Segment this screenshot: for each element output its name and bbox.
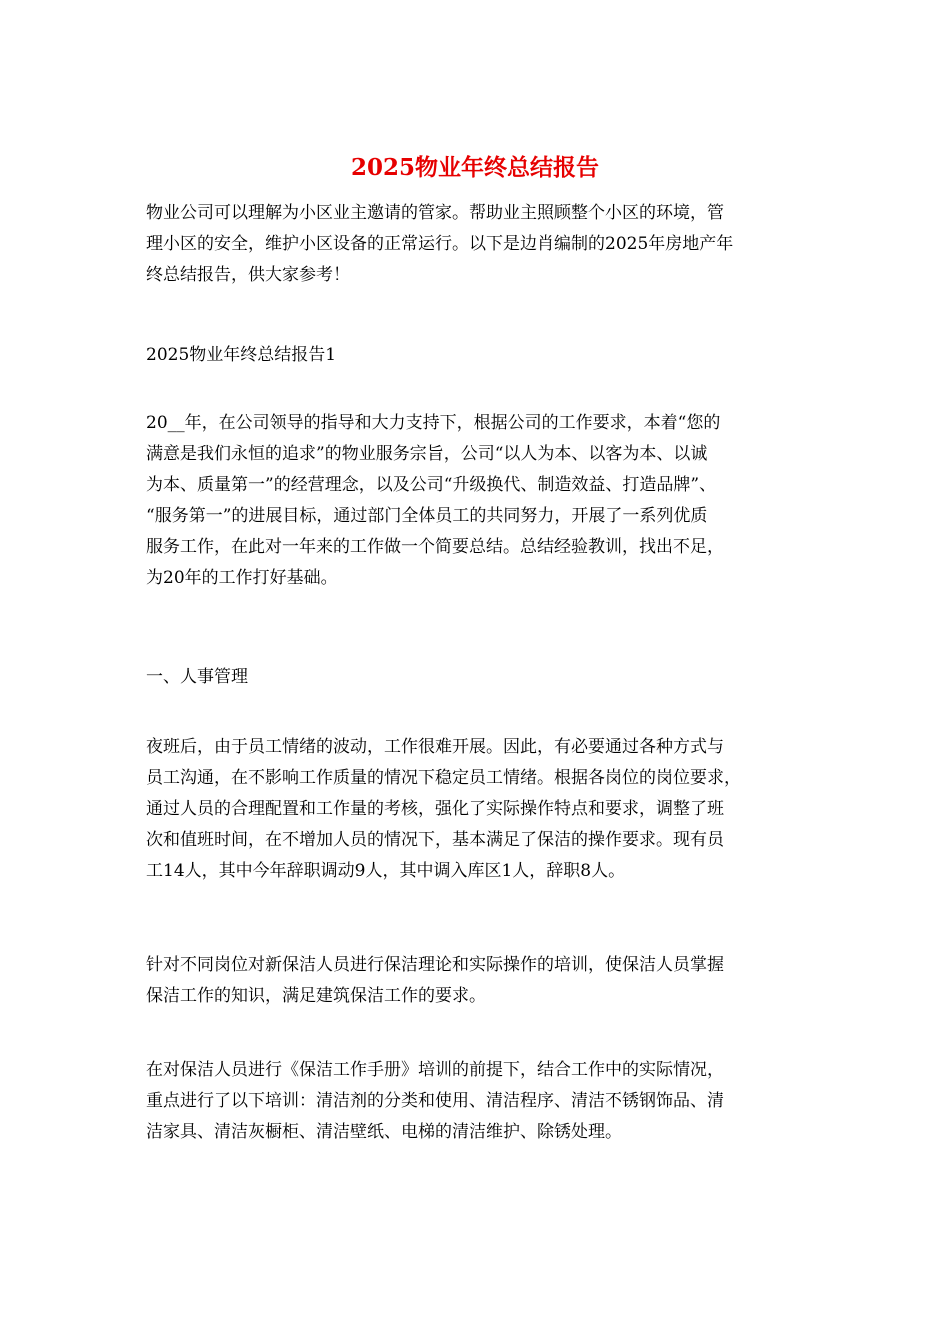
paragraph-line: 理小区的安全，维护小区设备的正常运行。以下是边肖编制的2025年房地产年 bbox=[146, 234, 734, 254]
paragraph-line: 次和值班时间，在不增加人员的情况下，基本满足了保洁的操作要求。现有员 bbox=[146, 830, 724, 850]
paragraph-line: 物业公司可以理解为小区业主邀请的管家。帮助业主照顾整个小区的环境，管 bbox=[146, 203, 724, 223]
paragraph-line: 服务工作，在此对一年来的工作做一个简要总结。总结经验教训，找出不足， bbox=[146, 537, 724, 557]
paragraph-line: 保洁工作的知识，满足建筑保洁工作的要求。 bbox=[146, 986, 486, 1006]
intro-paragraph bbox=[146, 198, 806, 291]
paragraph-line: 针对不同岗位对新保洁人员进行保洁理论和实际操作的培训，使保洁人员掌握 bbox=[146, 955, 724, 975]
paragraph-line: 终总结报告，供大家参考！ bbox=[146, 265, 350, 285]
paragraph-line: 满意是我们永恒的追求”的物业服务宗旨，公司“以人为本、以客为本、以诚 bbox=[146, 444, 708, 464]
manual-paragraph bbox=[146, 1055, 806, 1148]
paragraph-line: 夜班后，由于员工情绪的波动，工作很难开展。因此，有必要通过各种方式与 bbox=[146, 737, 724, 757]
paragraph-line: “服务第一”的进展目标，通过部门全体员工的共同努力，开展了一系列优质 bbox=[146, 506, 708, 526]
paragraph-line: 洁家具、清洁灰橱柜、清洁壁纸、电梯的清洁维护、除锈处理。 bbox=[146, 1122, 622, 1142]
paragraph-line: 20__年，在公司领导的指导和大力支持下，根据公司的工作要求，本着“您的 bbox=[146, 413, 721, 433]
paragraph-line: 员工沟通，在不影响工作质量的情况下稳定员工情绪。根据各岗位的岗位要求， bbox=[146, 768, 741, 788]
staff-paragraph bbox=[146, 732, 806, 887]
document-title: 2025物业年终总结报告 bbox=[350, 154, 599, 181]
summary-paragraph bbox=[146, 408, 806, 594]
paragraph-line: 为本、质量第一”的经营理念，以及公司“升级换代、制造效益、打造品牌”、 bbox=[146, 475, 717, 495]
report-subtitle bbox=[146, 340, 806, 371]
heading-line: 一、人事管理 bbox=[146, 667, 248, 687]
paragraph-line: 为20年的工作打好基础。 bbox=[146, 568, 338, 588]
section-heading bbox=[146, 662, 806, 693]
paragraph-line: 通过人员的合理配置和工作量的考核，强化了实际操作特点和要求，调整了班 bbox=[146, 799, 724, 819]
paragraph-line: 工14人，其中今年辞职调动9人，其中调入库区1人，辞职8人。 bbox=[146, 861, 626, 881]
paragraph-line: 重点进行了以下培训：清洁剂的分类和使用、清洁程序、清洁不锈钢饰品、清 bbox=[146, 1091, 724, 1111]
training-paragraph bbox=[146, 950, 806, 1012]
paragraph-line: 在对保洁人员进行《保洁工作手册》培训的前提下，结合工作中的实际情况， bbox=[146, 1060, 724, 1080]
subtitle-line: 2025物业年终总结报告1 bbox=[146, 345, 337, 365]
